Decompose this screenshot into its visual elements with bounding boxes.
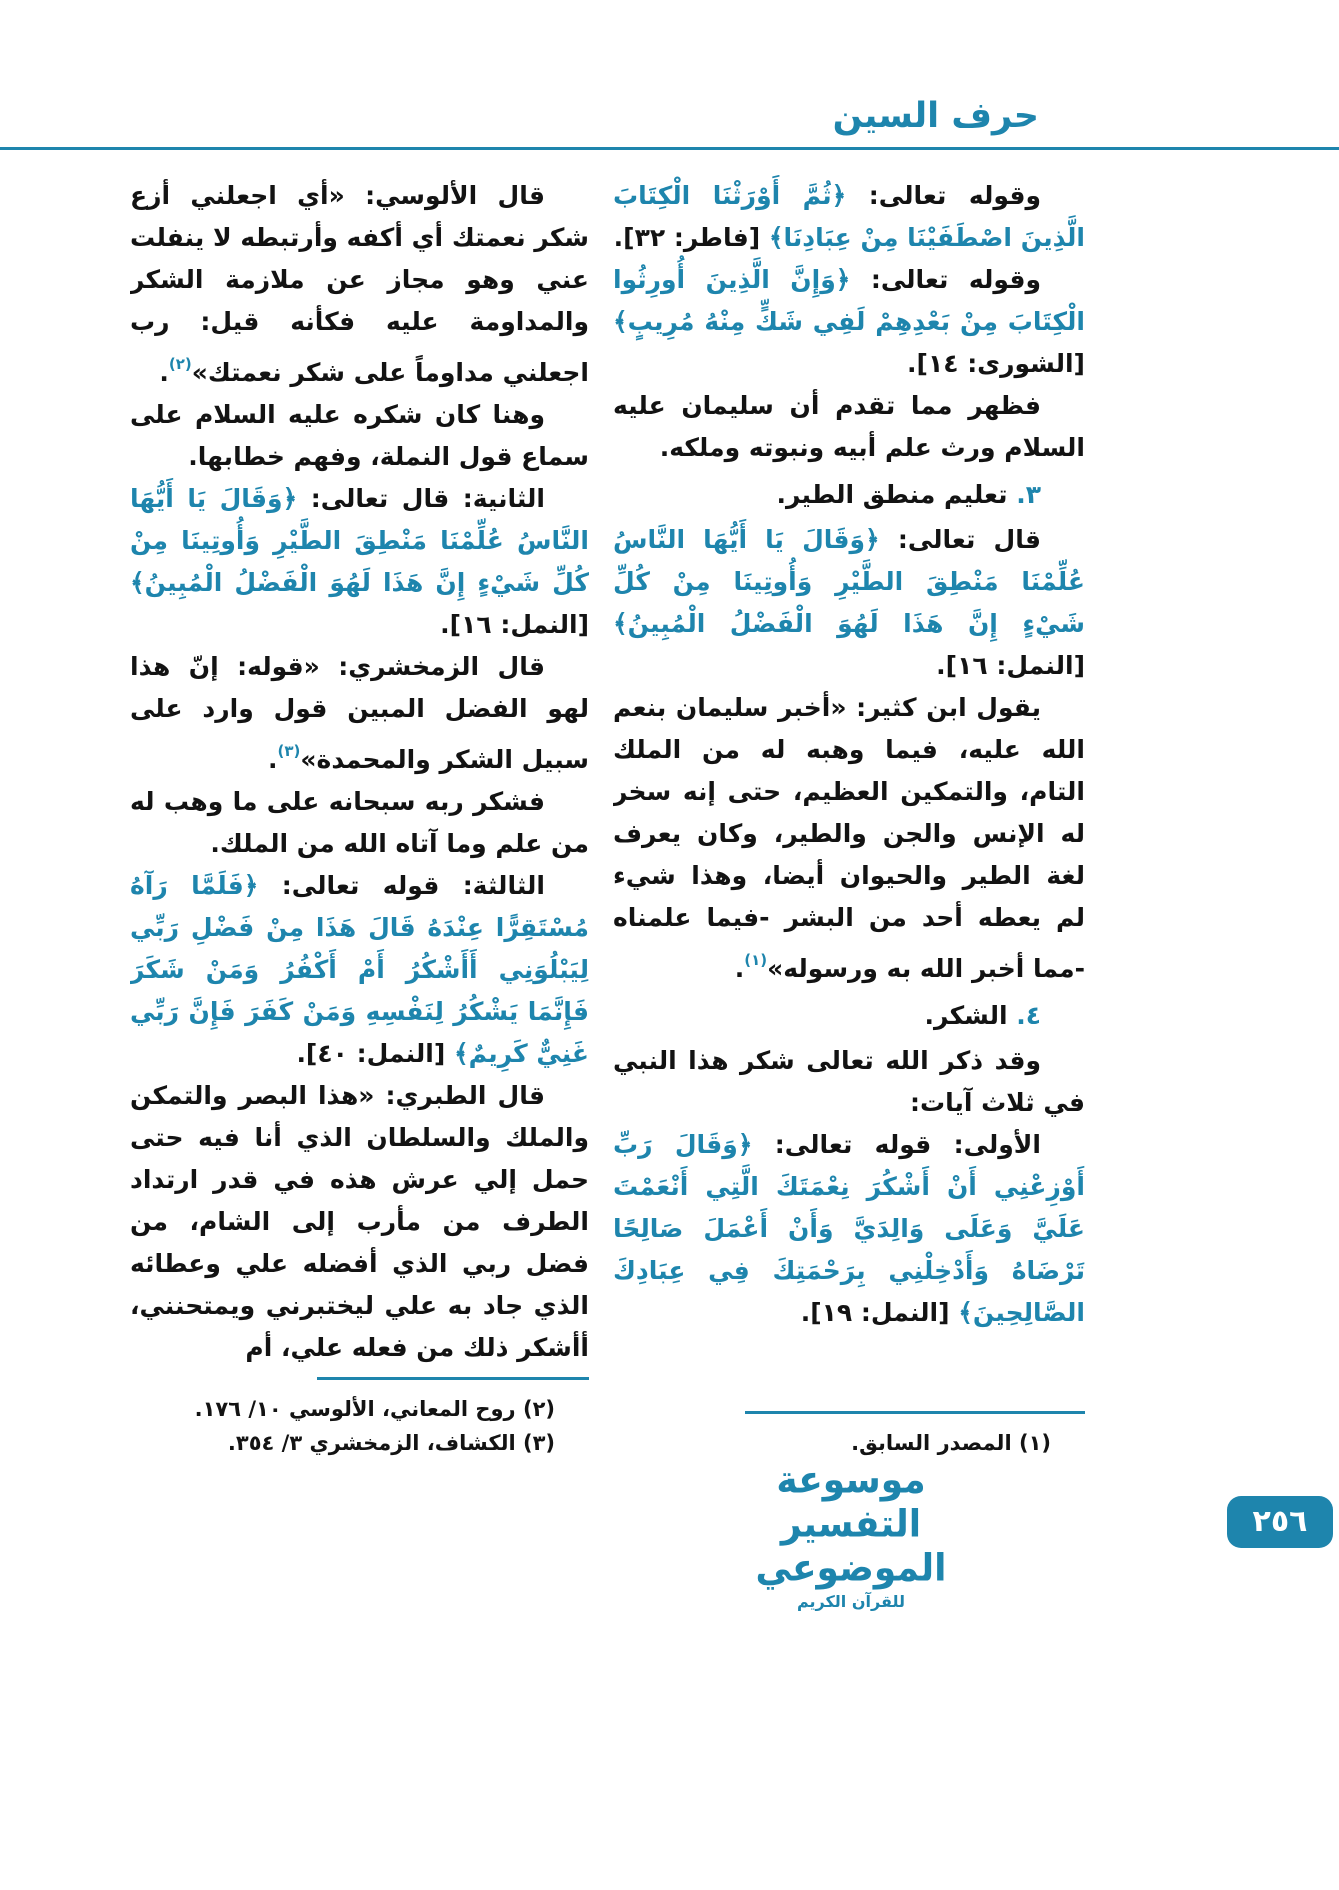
paragraph [130, 394, 589, 478]
content-columns [130, 175, 1085, 1460]
text-run: قال الألوسي: «أي اجعلني أزع شكر نعمتك أي أكفه وأرتبطه لا ينفلت عني وهو مجاز عن ملازمة الشكر والمداومة عليه فكأنه قيل: رب اجعلني مداوماً على شكر نعمتك» [130, 181, 589, 387]
quran-verse: ﴿وَقَالَ رَبِّ أَوْزِعْنِي أَنْ أَشْكُرَ نِعْمَتَكَ الَّتِي أَنْعَمْتَ عَلَيَّ وَعَلَى وَالِدَيَّ وَأَنْ أَعْمَلَ صَالِحًا تَرْضَاهُ وَأَدْخِلْنِي بِرَحْمَتِكَ فِي عِبَادِكَ الصَّالِحِينَ﴾ [613, 1130, 1085, 1327]
paragraph [130, 175, 589, 394]
page-number-badge [1227, 1496, 1333, 1548]
verse-reference: [فاطر: ٣٢]. [613, 223, 769, 252]
footnote: (٣) الكشاف، الزمخشري ٣/ ٣٥٤. [227, 1431, 555, 1455]
paragraph [130, 865, 589, 1075]
quran-verse: ﴿وَإِنَّ الَّذِينَ أُورِثُوا الْكِتَابَ مِنْ بَعْدِهِمْ لَفِي شَكٍّ مِنْهُ مُرِيبٍ﴾ [613, 265, 1085, 336]
chapter-header: حرف السين [832, 96, 1039, 136]
text-run: يقول ابن كثير: «أخبر سليمان بنعم الله عليه، فيما وهبه له من الملك التام، والتمكين العظيم، حتى إنه سخر له الإنس والجن والطير، وكان يعرف لغة الطير والحيوان أيضا، وهذا شيء لم يعطه أحد من البشر -فيما علمناه -مما أخبر الله به ورسوله» [613, 693, 1085, 983]
page-number: ٢٥٦ [1252, 1504, 1308, 1539]
section-heading [613, 995, 1085, 1037]
text-run: قوله تعالى: [258, 871, 463, 900]
text-run: وقوله تعالى: [850, 265, 1041, 294]
footnote-separator [317, 1377, 589, 1380]
section-title: الشكر. [924, 1001, 1017, 1030]
paragraph [613, 385, 1085, 469]
quran-verse: ﴿ثُمَّ أَوْرَثْنَا الْكِتَابَ الَّذِينَ اصْطَفَيْنَا مِنْ عِبَادِنَا﴾ [613, 181, 1085, 252]
footnote: (٢) روح المعاني، الألوسي ١٠/ ١٧٦. [194, 1397, 555, 1421]
text-run: فظهر مما تقدم أن سليمان عليه السلام ورث علم أبيه ونبوته وملكه. [613, 391, 1085, 462]
text-run: قال الطبري: «هذا البصر والتمكن والملك والسلطان الذي أنا فيه حتى حمل إلي عرش هذه في قدر ارتداد الطرف من مأرب إلى الشام، من فضل ربي الذي أفضله علي وعطائه الذي جاد به علي ليختبرني ويمتحنني، أأشكر ذلك من فعله علي، أم [130, 1081, 589, 1362]
quran-verse: ﴿وَقَالَ يَا أَيُّهَا النَّاسُ عُلِّمْنَا مَنْطِقَ الطَّيْرِ وَأُوتِينَا مِنْ كُلِّ شَيْءٍ إِنَّ هَذَا لَهُوَ الْفَضْلُ الْمُبِينُ﴾ [613, 525, 1085, 638]
section-heading [613, 474, 1085, 516]
publisher-logo-subtitle: للقرآن الكريم [796, 1592, 906, 1611]
header-rule [0, 147, 1339, 150]
section-number: ٣. [1016, 480, 1041, 509]
text-run: . [159, 358, 169, 387]
ordinal-label: الثانية: [462, 484, 546, 513]
paragraph [613, 175, 1085, 259]
paragraph [613, 687, 1085, 990]
text-run: . [268, 745, 278, 774]
footnote-marker: (٣) [277, 742, 301, 760]
paragraph [130, 478, 589, 646]
quran-verse: ﴿فَلَمَّا رَآهُ مُسْتَقِرًّا عِنْدَهُ قَالَ هَذَا مِنْ فَضْلِ رَبِّي لِيَبْلُوَنِي أَأَشْكُرُ أَمْ أَكْفُرُ وَمَنْ شَكَرَ فَإِنَّمَا يَشْكُرُ لِنَفْسِهِ وَمَنْ كَفَرَ فَإِنَّ رَبِّي غَنِيٌّ كَرِيمٌ﴾ [130, 871, 589, 1068]
verse-reference: [الشورى: ١٤]. [907, 349, 1085, 378]
publisher-logo [711, 1458, 991, 1611]
paragraph [613, 519, 1085, 687]
ordinal-label: الثالثة: [462, 871, 545, 900]
paragraph [130, 781, 589, 865]
paragraph [130, 1075, 589, 1369]
left-column [130, 175, 589, 1460]
paragraph [613, 1124, 1085, 1334]
text-run: . [734, 954, 745, 983]
verse-reference: [النمل: ١٦]. [440, 610, 589, 639]
text-run: قال الزمخشري: «قوله: إنّ هذا لهو الفضل المبين قول وارد على سبيل الشكر والمحمدة» [130, 652, 589, 774]
text-run: قال تعالى: [879, 525, 1042, 554]
footnote: (١) المصدر السابق. [851, 1431, 1051, 1455]
right-column [613, 175, 1085, 1460]
paragraph [130, 646, 589, 781]
ordinal-label: الأولى: [953, 1130, 1041, 1159]
publisher-logo-calligraphy: موسوعة التفسير الموضوعي [755, 1458, 947, 1591]
section-number: ٤. [1016, 1001, 1041, 1030]
verse-reference: [النمل: ١٩]. [800, 1298, 959, 1327]
text-run: فشكر ربه سبحانه على ما وهب له من علم وما آتاه الله من الملك. [130, 787, 589, 858]
footnote-marker: (٢) [168, 355, 192, 373]
text-run: قال تعالى: [297, 484, 463, 513]
paragraph [613, 1040, 1085, 1124]
footnote-separator [745, 1411, 1085, 1414]
text-run: وقوله تعالى: [846, 181, 1041, 210]
text-run: وقد ذكر الله تعالى شكر هذا النبي في ثلاث آيات: [613, 1046, 1085, 1117]
left-footnotes [130, 1371, 589, 1460]
right-footnotes [613, 1405, 1085, 1460]
section-title: تعليم منطق الطير. [776, 480, 1017, 509]
verse-reference: [النمل: ٤٠]. [296, 1039, 454, 1068]
text-run: قوله تعالى: [752, 1130, 954, 1159]
text-run: وهنا كان شكره عليه السلام على سماع قول النملة، وفهم خطابها. [130, 400, 589, 471]
paragraph [613, 259, 1085, 385]
quran-verse: ﴿وَقَالَ يَا أَيُّهَا النَّاسُ عُلِّمْنَا مَنْطِقَ الطَّيْرِ وَأُوتِينَا مِنْ كُلِّ شَيْءٍ إِنَّ هَذَا لَهُوَ الْفَضْلُ الْمُبِينُ﴾ [130, 484, 589, 597]
footnote-marker: (١) [744, 951, 768, 969]
verse-reference: [النمل: ١٦]. [936, 651, 1085, 680]
